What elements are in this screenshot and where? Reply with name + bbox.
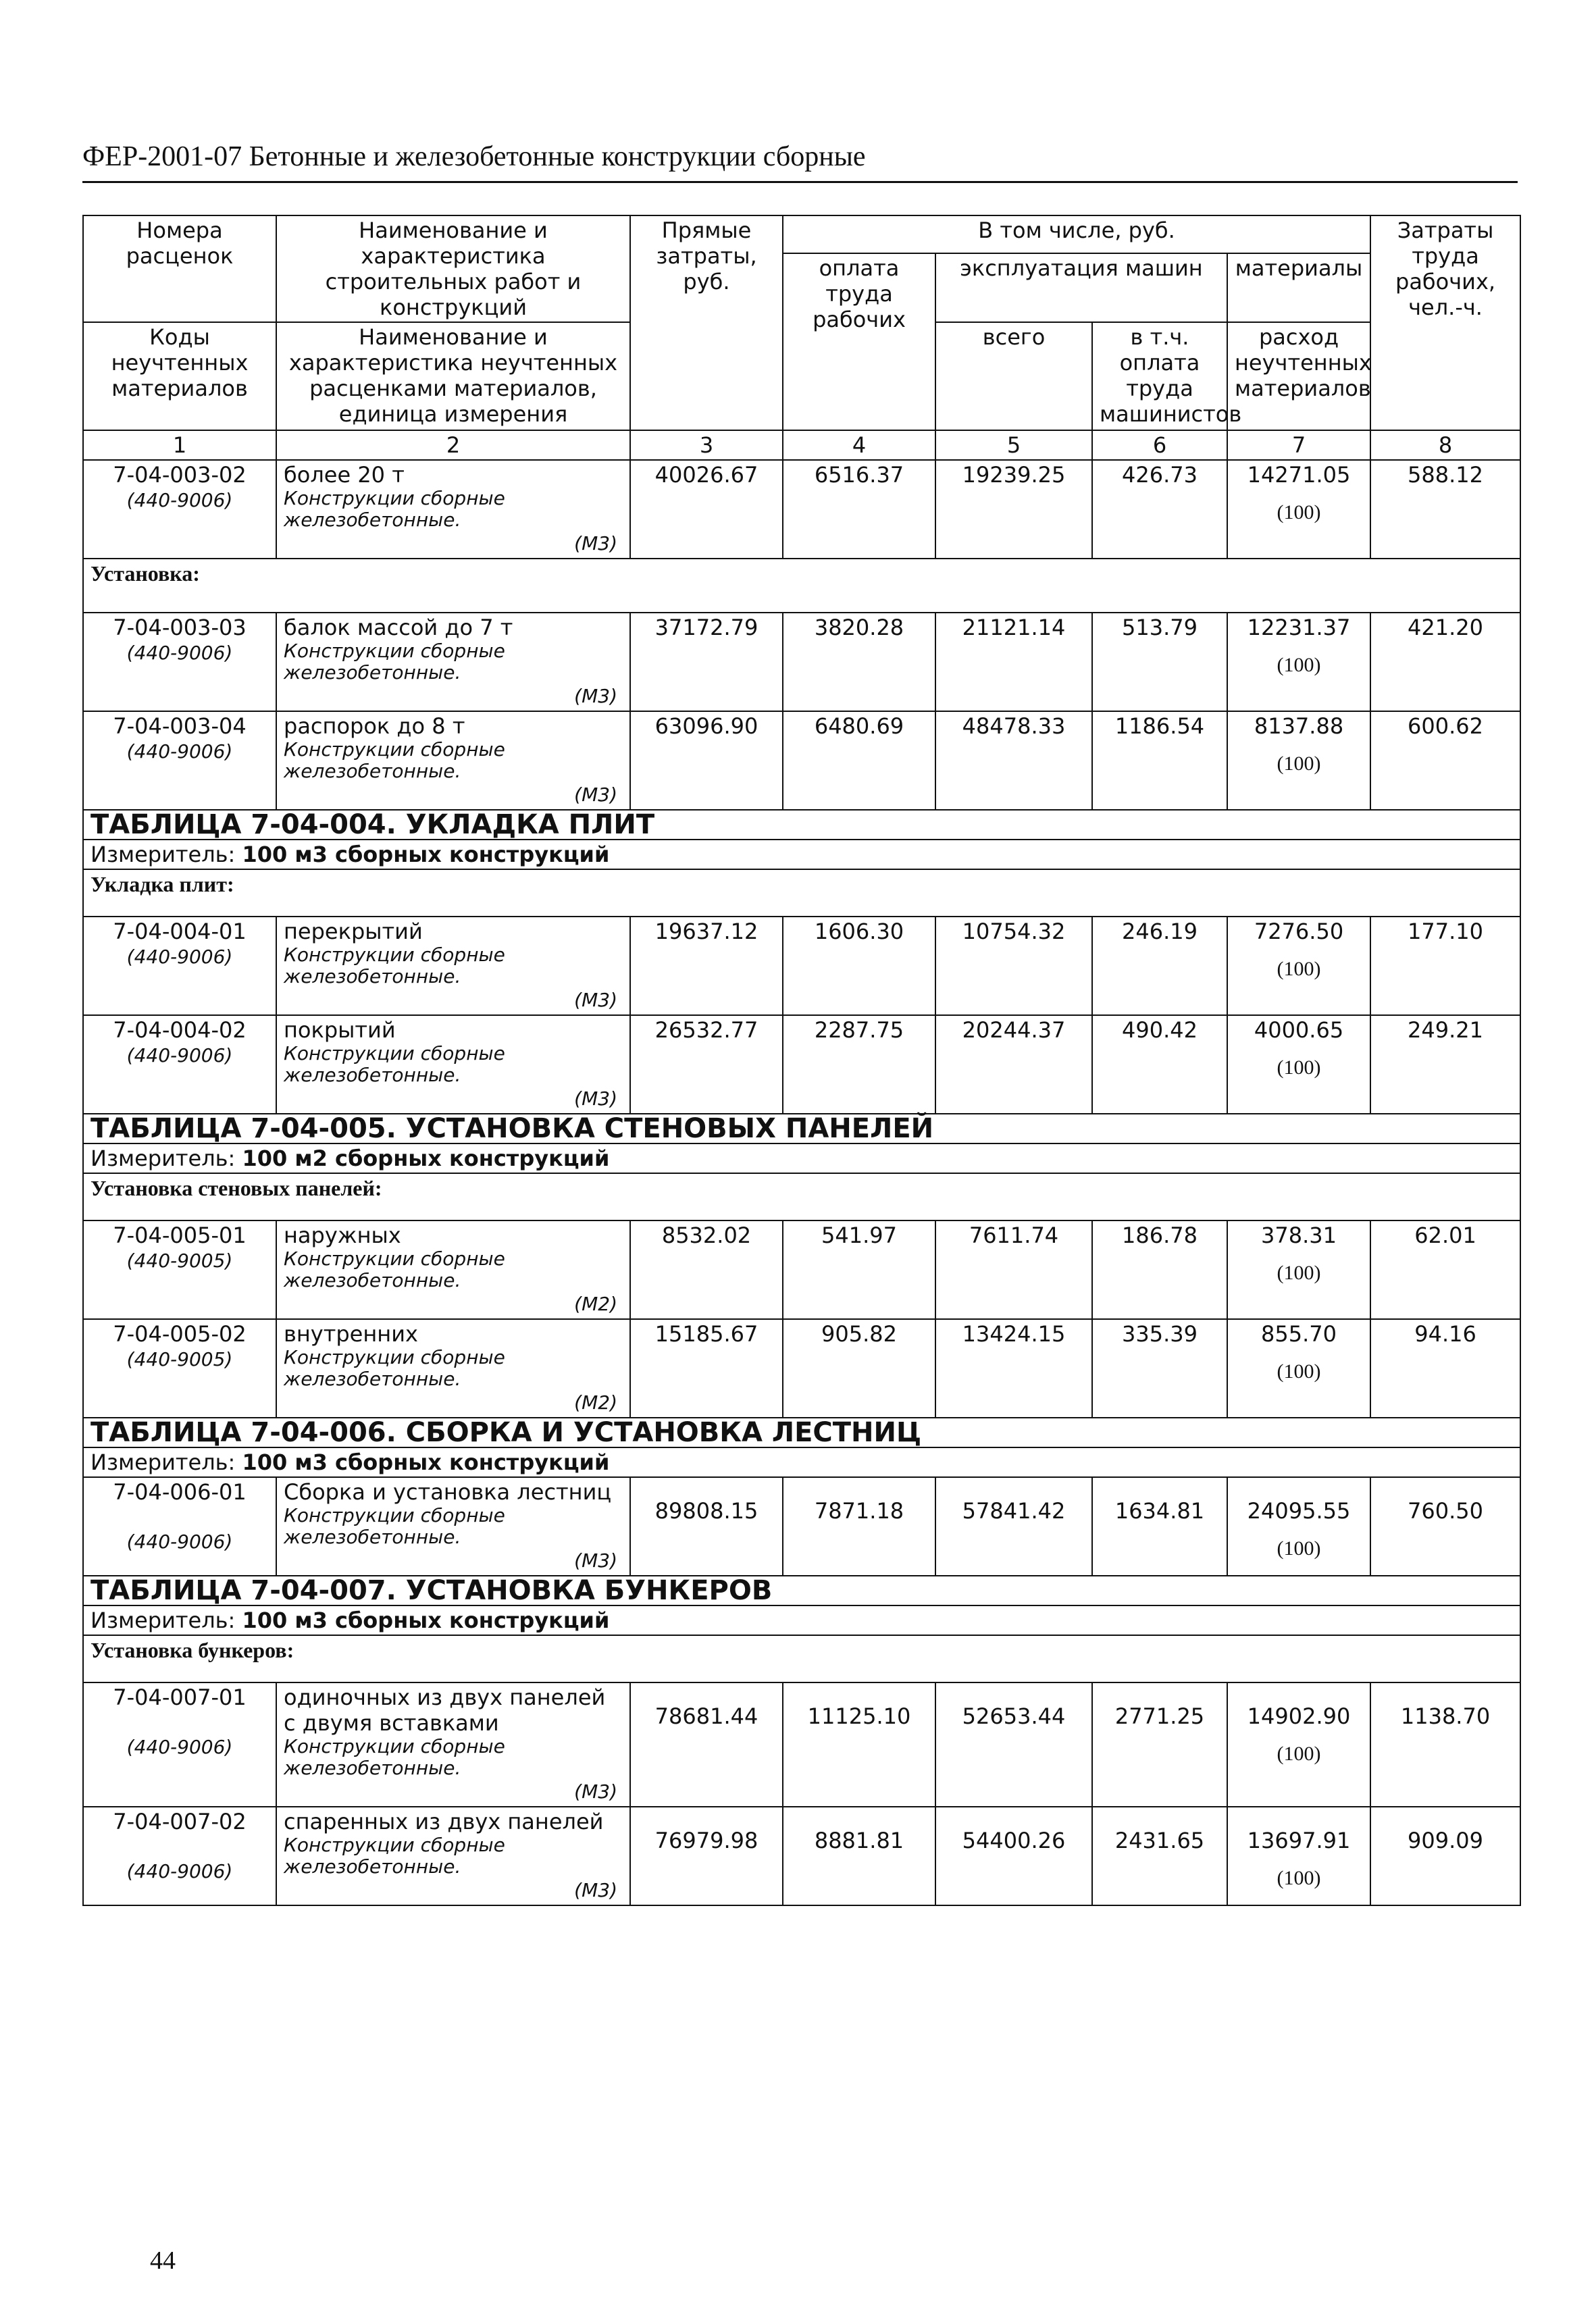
table-row: [83, 1220, 1520, 1319]
table-title-row: [83, 1576, 1520, 1605]
column-number: 3: [630, 430, 783, 460]
table-title-row: [83, 1418, 1520, 1447]
work-name: балок массой до 7 т: [284, 615, 513, 640]
materials-quantity: (100): [1277, 654, 1321, 676]
section-heading: Установка стеновых панелей:: [83, 1173, 1520, 1220]
work-name-cell: [276, 917, 630, 1015]
work-name: перекрытий: [284, 919, 423, 944]
measure-cell: [83, 1447, 1520, 1477]
measure-label: Измеритель:: [91, 1608, 236, 1633]
work-name-cell: [276, 1477, 630, 1576]
material-unit: (М2): [574, 1391, 617, 1414]
measure-cell: [83, 1143, 1520, 1173]
material-unit: (М3): [574, 532, 617, 555]
material-name: Конструкции сборные железобетонные.: [284, 1735, 505, 1779]
machine-wages-cost: 426.73: [1092, 460, 1227, 559]
rate-code: 7-04-003-03: [113, 615, 247, 640]
material-unit: (М3): [574, 1549, 617, 1572]
table-row: [83, 1015, 1520, 1114]
materials-quantity: (100): [1277, 752, 1321, 775]
section-row: [83, 1173, 1520, 1220]
labor-cost: 760.50: [1370, 1477, 1520, 1576]
rate-code-cell: [83, 1682, 276, 1807]
materials-cell: [1227, 1319, 1370, 1418]
material-code: (440-9006): [126, 1531, 233, 1553]
material-name: Конструкции сборные железобетонные.: [284, 1504, 505, 1548]
section-row: [83, 559, 1520, 613]
table-row: [83, 460, 1520, 559]
section-heading: Установка:: [83, 559, 1520, 613]
table-row: [83, 1477, 1520, 1576]
column-number: 4: [783, 430, 935, 460]
work-name: внутренних: [284, 1321, 418, 1347]
materials-quantity: (100): [1277, 501, 1321, 523]
material-code: (440-9005): [126, 1250, 233, 1272]
measure-row: [83, 1143, 1520, 1173]
column-number: 2: [276, 430, 630, 460]
column-number-row: [83, 430, 1520, 460]
material-unit: (М3): [574, 989, 617, 1011]
table-title: ТАБЛИЦА 7-04-005. УСТАНОВКА СТЕНОВЫХ ПАНЕЛЕЙ: [91, 1113, 934, 1144]
work-name: распорок до 8 т: [284, 713, 465, 739]
header-name-top: Наименование и характеристика строительных работ и конструкций: [276, 215, 630, 322]
material-code: (440-9006): [126, 1044, 233, 1066]
material-unit: (М2): [574, 1293, 617, 1315]
work-name-cell: [276, 1220, 630, 1319]
header-wages: оплата труда рабочих: [783, 253, 935, 430]
work-name: одиночных из двух панелей с двумя вставками: [284, 1685, 606, 1736]
direct-cost: 40026.67: [630, 460, 783, 559]
material-unit: (М3): [574, 1780, 617, 1803]
measure-label: Измеритель:: [91, 1146, 236, 1171]
work-name-cell: [276, 1015, 630, 1114]
materials-cell: [1227, 460, 1370, 559]
work-name: Сборка и установка лестниц: [284, 1479, 612, 1505]
table-title-cell: [83, 1418, 1520, 1447]
measure-value: 100 м2 сборных конструкций: [242, 1146, 610, 1171]
machines-cost: 19239.25: [935, 460, 1092, 559]
wages-cost: 1606.30: [783, 917, 935, 1015]
labor-cost: 94.16: [1370, 1319, 1520, 1418]
direct-cost: 37172.79: [630, 613, 783, 711]
materials-cell: [1227, 1015, 1370, 1114]
material-code: (440-9006): [126, 489, 233, 511]
direct-cost: 15185.67: [630, 1319, 783, 1418]
rates-table: [82, 215, 1521, 1906]
column-number: 7: [1227, 430, 1370, 460]
rate-code-cell: [83, 1319, 276, 1418]
work-name-cell: [276, 1682, 630, 1807]
material-name: Конструкции сборные железобетонные.: [284, 1248, 505, 1291]
materials-quantity: (100): [1277, 1360, 1321, 1383]
wages-cost: 11125.10: [783, 1682, 935, 1807]
measure-row: [83, 1447, 1520, 1477]
machine-wages-cost: 246.19: [1092, 917, 1227, 1015]
direct-cost: 19637.12: [630, 917, 783, 1015]
materials-cost: 14902.90: [1247, 1703, 1351, 1729]
machines-cost: 57841.42: [935, 1477, 1092, 1576]
materials-cost: 378.31: [1261, 1223, 1337, 1248]
direct-cost: 63096.90: [630, 711, 783, 810]
table-row: [83, 613, 1520, 711]
work-name: более 20 т: [284, 462, 405, 488]
table-title-cell: [83, 1576, 1520, 1605]
work-name-cell: [276, 1319, 630, 1418]
table-row: [83, 1807, 1520, 1905]
work-name: спаренных из двух панелей: [284, 1809, 604, 1834]
rate-code-cell: [83, 917, 276, 1015]
header-including: В том числе, руб.: [783, 215, 1370, 253]
materials-cell: [1227, 613, 1370, 711]
rate-code: 7-04-005-01: [113, 1223, 247, 1248]
materials-quantity: (100): [1277, 1262, 1321, 1284]
header-row-1: [83, 215, 1520, 253]
materials-cell: [1227, 1807, 1370, 1905]
material-code: (440-9006): [126, 642, 233, 664]
rate-code-cell: [83, 1807, 276, 1905]
section-heading: Укладка плит:: [83, 869, 1520, 917]
measure-label: Измеритель:: [91, 1449, 236, 1475]
machines-cost: 10754.32: [935, 917, 1092, 1015]
rate-code-cell: [83, 460, 276, 559]
machines-cost: 48478.33: [935, 711, 1092, 810]
measure-value: 100 м3 сборных конструкций: [242, 1608, 610, 1633]
rate-code: 7-04-004-01: [113, 919, 247, 944]
materials-quantity: (100): [1277, 1867, 1321, 1889]
wages-cost: 3820.28: [783, 613, 935, 711]
machines-cost: 20244.37: [935, 1015, 1092, 1114]
materials-quantity: (100): [1277, 1056, 1321, 1079]
materials-cost: 4000.65: [1254, 1017, 1344, 1043]
materials-cost: 8137.88: [1254, 713, 1344, 739]
work-name-cell: [276, 1807, 630, 1905]
machine-wages-cost: 2431.65: [1092, 1807, 1227, 1905]
materials-cell: [1227, 1682, 1370, 1807]
measure-value: 100 м3 сборных конструкций: [242, 842, 610, 867]
materials-cost: 7276.50: [1254, 919, 1344, 944]
rate-code-cell: [83, 1015, 276, 1114]
rate-code: 7-04-007-02: [113, 1809, 247, 1834]
materials-cost: 24095.55: [1247, 1498, 1351, 1524]
materials-cost: 13697.91: [1247, 1828, 1351, 1853]
machine-wages-cost: 1634.81: [1092, 1477, 1227, 1576]
measure-row: [83, 1605, 1520, 1635]
column-number: 6: [1092, 430, 1227, 460]
wages-cost: 7871.18: [783, 1477, 935, 1576]
rate-code-cell: [83, 1220, 276, 1319]
work-name-cell: [276, 460, 630, 559]
table-title-row: [83, 810, 1520, 840]
material-unit: (М3): [574, 1087, 617, 1110]
rate-code: 7-04-005-02: [113, 1321, 247, 1347]
labor-cost: 421.20: [1370, 613, 1520, 711]
material-code: (440-9006): [126, 1736, 233, 1758]
labor-cost: 1138.70: [1370, 1682, 1520, 1807]
materials-cell: [1227, 1477, 1370, 1576]
materials-quantity: (100): [1277, 958, 1321, 980]
materials-quantity: (100): [1277, 1537, 1321, 1560]
section-heading: Установка бункеров:: [83, 1635, 1520, 1682]
machine-wages-cost: 2771.25: [1092, 1682, 1227, 1807]
page-number: 44: [150, 2246, 176, 2275]
materials-cell: [1227, 917, 1370, 1015]
material-name: Конструкции сборные железобетонные.: [284, 738, 505, 782]
material-name: Конструкции сборные железобетонные.: [284, 1346, 505, 1390]
header-materials: материалы: [1227, 253, 1370, 322]
section-row: [83, 869, 1520, 917]
wages-cost: 2287.75: [783, 1015, 935, 1114]
table-title-row: [83, 1114, 1520, 1143]
header-machines-total: всего: [935, 322, 1092, 430]
material-code: (440-9006): [126, 946, 233, 968]
material-name: Конструкции сборные железобетонные.: [284, 1042, 505, 1086]
work-name-cell: [276, 711, 630, 810]
section-row: [83, 1635, 1520, 1682]
materials-cost: 855.70: [1261, 1321, 1337, 1347]
material-name: Конструкции сборные железобетонные.: [284, 1834, 505, 1878]
header-direct-costs: Прямые затраты, руб.: [630, 215, 783, 430]
table-title: ТАБЛИЦА 7-04-006. СБОРКА И УСТАНОВКА ЛЕСТНИЦ: [91, 1417, 922, 1448]
labor-cost: 62.01: [1370, 1220, 1520, 1319]
header-name-bottom: Наименование и характеристика неучтенных расценками материалов, единица измерения: [276, 322, 630, 430]
machines-cost: 52653.44: [935, 1682, 1092, 1807]
table-row: [83, 1682, 1520, 1807]
header-materials-sub: расход неучтенных материалов: [1227, 322, 1370, 430]
rate-code-cell: [83, 1477, 276, 1576]
rate-code-cell: [83, 613, 276, 711]
header-labor: Затраты труда рабочих, чел.-ч.: [1370, 215, 1520, 430]
materials-cell: [1227, 711, 1370, 810]
labor-cost: 588.12: [1370, 460, 1520, 559]
header-codes-bottom: Коды неучтенных материалов: [83, 322, 276, 430]
machine-wages-cost: 513.79: [1092, 613, 1227, 711]
header-rule: [82, 181, 1518, 183]
table-row: [83, 1319, 1520, 1418]
material-unit: (М3): [574, 685, 617, 707]
material-unit: (М3): [574, 1879, 617, 1901]
direct-cost: 76979.98: [630, 1807, 783, 1905]
measure-label: Измеритель:: [91, 842, 236, 867]
measure-value: 100 м3 сборных конструкций: [242, 1449, 610, 1475]
rate-code: 7-04-006-01: [113, 1479, 247, 1505]
page-header: ФЕР-2001-07 Бетонные и железобетонные конструкции сборные: [82, 141, 866, 172]
material-name: Конструкции сборные железобетонные.: [284, 640, 505, 684]
column-number: 1: [83, 430, 276, 460]
material-unit: (М3): [574, 783, 617, 806]
machines-cost: 54400.26: [935, 1807, 1092, 1905]
table-row: [83, 711, 1520, 810]
machines-cost: 7611.74: [935, 1220, 1092, 1319]
materials-quantity: (100): [1277, 1743, 1321, 1765]
material-code: (440-9006): [126, 1860, 233, 1882]
column-number: 8: [1370, 430, 1520, 460]
work-name: наружных: [284, 1223, 401, 1248]
table-title-cell: [83, 1114, 1520, 1143]
machine-wages-cost: 335.39: [1092, 1319, 1227, 1418]
rate-code: 7-04-007-01: [113, 1685, 247, 1710]
labor-cost: 177.10: [1370, 917, 1520, 1015]
direct-cost: 78681.44: [630, 1682, 783, 1807]
direct-cost: 26532.77: [630, 1015, 783, 1114]
machine-wages-cost: 1186.54: [1092, 711, 1227, 810]
materials-cell: [1227, 1220, 1370, 1319]
rate-code: 7-04-004-02: [113, 1017, 247, 1043]
machine-wages-cost: 490.42: [1092, 1015, 1227, 1114]
header-machines-wages: в т.ч. оплата труда машинистов: [1092, 322, 1227, 430]
wages-cost: 8881.81: [783, 1807, 935, 1905]
wages-cost: 905.82: [783, 1319, 935, 1418]
material-code: (440-9005): [126, 1348, 233, 1370]
measure-row: [83, 840, 1520, 869]
material-code: (440-9006): [126, 740, 233, 763]
wages-cost: 6480.69: [783, 711, 935, 810]
materials-cost: 14271.05: [1247, 462, 1351, 488]
labor-cost: 600.62: [1370, 711, 1520, 810]
table-row: [83, 917, 1520, 1015]
wages-cost: 6516.37: [783, 460, 935, 559]
direct-cost: 89808.15: [630, 1477, 783, 1576]
materials-cost: 12231.37: [1247, 615, 1351, 640]
column-number: 5: [935, 430, 1092, 460]
measure-cell: [83, 840, 1520, 869]
machines-cost: 13424.15: [935, 1319, 1092, 1418]
machines-cost: 21121.14: [935, 613, 1092, 711]
table-body: [83, 215, 1520, 1905]
machine-wages-cost: 186.78: [1092, 1220, 1227, 1319]
work-name: покрытий: [284, 1017, 396, 1043]
material-name: Конструкции сборные железобетонные.: [284, 487, 505, 531]
rate-code-cell: [83, 711, 276, 810]
material-name: Конструкции сборные железобетонные.: [284, 944, 505, 987]
table-title-cell: [83, 810, 1520, 840]
header-codes-top: Номера расценок: [83, 215, 276, 322]
direct-cost: 8532.02: [630, 1220, 783, 1319]
labor-cost: 909.09: [1370, 1807, 1520, 1905]
rate-code: 7-04-003-02: [113, 462, 247, 488]
table-title: ТАБЛИЦА 7-04-004. УКЛАДКА ПЛИТ: [91, 809, 655, 840]
wages-cost: 541.97: [783, 1220, 935, 1319]
measure-cell: [83, 1605, 1520, 1635]
work-name-cell: [276, 613, 630, 711]
labor-cost: 249.21: [1370, 1015, 1520, 1114]
table-title: ТАБЛИЦА 7-04-007. УСТАНОВКА БУНКЕРОВ: [91, 1575, 773, 1606]
rate-code: 7-04-003-04: [113, 713, 247, 739]
header-machines: эксплуатация машин: [935, 253, 1227, 322]
